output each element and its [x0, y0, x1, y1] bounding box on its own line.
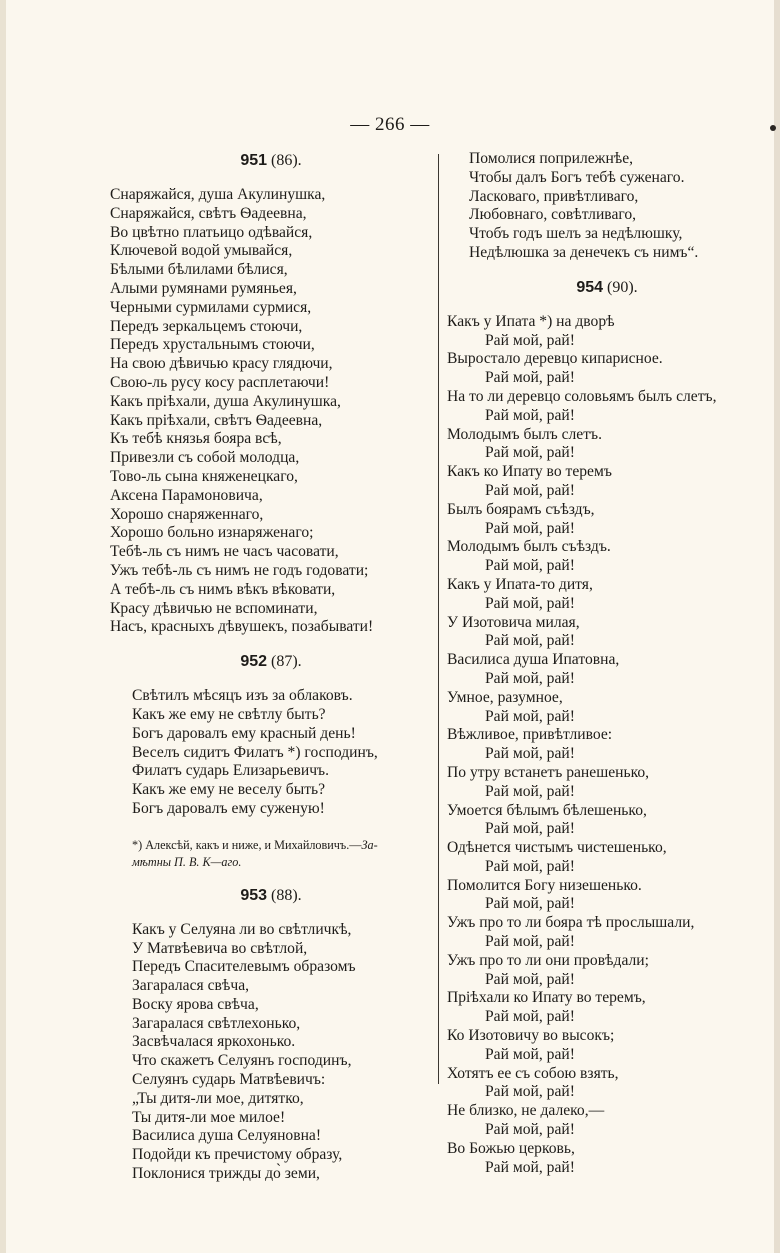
verse-line: Поклонися трижды до̀ земи,	[132, 1165, 320, 1183]
refrain-line: Рай мой, рай!	[485, 857, 575, 875]
refrain-line: Рай мой, рай!	[485, 1008, 575, 1026]
refrain-line: Рай мой, рай!	[485, 895, 575, 913]
verse-954	[447, 313, 767, 1178]
verse-line: У Изотовича милая,	[447, 613, 580, 631]
verse-line: Молодымъ былъ слетъ.	[447, 425, 602, 443]
section-number: 952	[240, 653, 268, 671]
section-number: 954	[576, 278, 604, 296]
refrain-line: Рай мой, рай!	[485, 632, 575, 650]
verse-line: Ты дитя-ли мое милое!	[132, 1108, 286, 1126]
verse-line: Снаряжайся, свѣтъ Ѳадеевна,	[110, 204, 307, 222]
verse-line: „Ты дитя-ли мое, дитятко,	[132, 1089, 304, 1107]
verse-line: Свою-ль русу косу расплетаючи!	[110, 373, 330, 391]
refrain-line: Рай мой, рай!	[485, 1121, 575, 1139]
verse-line: Передъ хрустальнымъ стоючи,	[110, 336, 315, 354]
verse-line: Насъ, красныхъ дѣвушекъ, позабывати!	[110, 618, 374, 636]
refrain-line: Рай мой, рай!	[485, 331, 575, 349]
section-number: 953	[240, 886, 268, 904]
verse-line: Загаралася свѣтлехонько,	[132, 1014, 301, 1032]
verse-line: Хорошо больно изнаряженаго;	[110, 524, 314, 542]
verse-line: Красу дѣвичью не вспоминати,	[110, 599, 318, 617]
verse-line: Василиса душа Селуяновна!	[132, 1127, 322, 1145]
verse-line: Какъ у Ипата *) на дворѣ	[447, 312, 615, 330]
verse-line: Вѣжливое, привѣтливое:	[447, 726, 613, 744]
verse-line: Былъ боярамъ съѣздъ,	[447, 500, 595, 518]
verse-line: Ужъ про то ли они провѣдали;	[447, 951, 649, 969]
verse-line: Бѣлыми бѣлилами бѣлися,	[110, 261, 288, 279]
verse-line: Помолися поприлежнѣе,	[469, 150, 634, 167]
verse-line: Пріѣхали ко Ипату во теремъ,	[447, 989, 646, 1007]
verse-line: Ужъ тебѣ-ль съ нимъ не годъ годовати;	[110, 561, 369, 579]
verse-953-continued	[447, 150, 767, 263]
verse-line: Тово-ль сына княженецкаго,	[110, 467, 298, 485]
footnote	[110, 837, 432, 871]
verse-line: Селуянъ сударь Матвѣевичъ:	[132, 1071, 326, 1089]
verse-line: Къ тебѣ князья бояра всѣ,	[110, 430, 282, 448]
refrain-line: Рай мой, рай!	[485, 745, 575, 763]
verse-line: Тебѣ-ль съ нимъ не часъ часовати,	[110, 543, 339, 561]
refrain-line: Рай мой, рай!	[485, 444, 575, 462]
verse-951	[110, 186, 432, 637]
refrain-line: Рай мой, рай!	[485, 594, 575, 612]
verse-line: Какъ пріѣхали, свѣтъ Ѳадеевна,	[110, 411, 323, 429]
refrain-line: Рай мой, рай!	[485, 933, 575, 951]
verse-line: Хорошо снаряженнаго,	[110, 505, 264, 523]
refrain-line: Рай мой, рай!	[485, 820, 575, 838]
verse-line: По утру встанетъ ранешенько,	[447, 763, 650, 781]
verse-line: Засвѣчалася яркохонько.	[132, 1033, 296, 1051]
refrain-line: Рай мой, рай!	[485, 481, 575, 499]
verse-line: Свѣтилъ мѣсяцъ изъ за облаковъ.	[132, 687, 353, 705]
verse-line: Какъ у Селуяна ли во свѣтличкѣ,	[132, 920, 352, 938]
verse-line: Передъ зеркальцемъ стоючи,	[110, 317, 303, 335]
verse-line: Ласковаго, привѣтливаго,	[469, 187, 639, 205]
section-ref: (90).	[607, 278, 638, 296]
refrain-line: Рай мой, рай!	[485, 707, 575, 725]
refrain-line: Рай мой, рай!	[485, 782, 575, 800]
verse-line: Умоется бѣлымъ бѣлешенько,	[447, 801, 647, 819]
footnote-ref-a: За-	[361, 837, 378, 852]
verse-line: Привезли съ собой молодца,	[110, 449, 300, 467]
verse-line: Загаралася свѣча,	[132, 977, 250, 995]
verse-line: Во Божью церковь,	[447, 1139, 575, 1157]
verse-line: Черными сурмилами сурмися,	[110, 298, 312, 316]
verse-line: Филатъ сударь Елизарьевичъ.	[132, 762, 330, 780]
page-edge-left	[0, 0, 6, 1253]
refrain-line: Рай мой, рай!	[485, 1158, 575, 1176]
refrain-line: Рай мой, рай!	[485, 519, 575, 537]
left-column	[110, 150, 432, 1184]
refrain-line: Рай мой, рай!	[485, 970, 575, 988]
verse-line: У Матвѣевича во свѣтлой,	[132, 939, 308, 957]
refrain-line: Рай мой, рай!	[485, 406, 575, 424]
section-ref: (86).	[271, 152, 302, 169]
section-number: 951	[240, 152, 268, 169]
verse-line: Одѣнется чистымъ чистешенько,	[447, 839, 667, 857]
verse-line: Чтобъ годъ шелъ за недѣлюшку,	[469, 225, 683, 243]
verse-line: На свою дѣвичью красу глядючи,	[110, 355, 333, 373]
section-heading-954	[447, 277, 767, 299]
verse-line: Во цвѣтно платьицо одѣвайся,	[110, 223, 313, 241]
verse-line: Василиса душа Ипатовна,	[447, 651, 620, 669]
verse-line: Алыми румянами румяньея,	[110, 279, 297, 297]
verse-line: Какъ пріѣхали, душа Акулинушка,	[110, 392, 341, 410]
verse-line: Чтобы далъ Богъ тебѣ суженаго.	[469, 168, 685, 186]
refrain-line: Рай мой, рай!	[485, 557, 575, 575]
verse-line: Недѣлюшка за денечекъ съ нимъ“.	[469, 243, 699, 261]
verse-line: Любовнаго, совѣтливаго,	[469, 206, 637, 224]
verse-line: Богъ даровалъ ему красный день!	[132, 724, 356, 742]
verse-line: Не близко, не далеко,—	[447, 1102, 605, 1120]
verse-952	[110, 687, 432, 819]
verse-line: Передъ Спасителевымъ образомъ	[132, 958, 356, 976]
verse-line: Ко Изотовичу во высокъ;	[447, 1027, 615, 1045]
verse-line: Какъ у Ипата-то дитя,	[447, 575, 593, 593]
refrain-line: Рай мой, рай!	[485, 1045, 575, 1063]
verse-line: Ужъ про то ли бояра тѣ прослышали,	[447, 914, 695, 932]
verse-line: Подойди къ пречистому образу,	[132, 1146, 343, 1164]
verse-line: Что скажетъ Селуянъ господинъ,	[132, 1052, 352, 1070]
verse-line: Воску ярова свѣча,	[132, 995, 259, 1013]
refrain-line: Рай мой, рай!	[485, 1083, 575, 1101]
page-edge-right	[774, 0, 780, 1253]
footnote-ref-b: мѣтны П. В. К—аго.	[132, 854, 242, 869]
verse-line: Какъ же ему не свѣтлу быть?	[132, 705, 326, 723]
verse-line: Молодымъ былъ съѣздъ.	[447, 538, 611, 556]
page-number: — 266 —	[350, 114, 430, 135]
section-ref: (88).	[271, 886, 302, 904]
section-ref: (87).	[271, 653, 302, 671]
verse-line: Ключевой водой умывайся,	[110, 242, 293, 260]
verse-line: Хотятъ ее съ собою взять,	[447, 1064, 619, 1082]
verse-line: Умное, разумное,	[447, 688, 563, 706]
footnote-text: *) Алексѣй, какъ и ниже, и Михайловичъ.—	[132, 837, 362, 852]
verse-953	[110, 921, 432, 1184]
verse-line: Выростало деревцо кипарисное.	[447, 350, 663, 368]
column-divider	[438, 154, 439, 1084]
section-heading-953	[110, 885, 432, 907]
verse-line: На то ли деревцо соловьямъ былъ слетъ,	[447, 387, 717, 405]
refrain-line: Рай мой, рай!	[485, 369, 575, 387]
verse-line: Какъ ко Ипату во теремъ	[447, 463, 612, 481]
verse-line: Аксена Парамоновича,	[110, 486, 263, 504]
verse-line: Веселъ сидитъ Филатъ *) господинъ,	[132, 743, 378, 761]
refrain-line: Рай мой, рай!	[485, 669, 575, 687]
section-heading-952	[110, 651, 432, 673]
verse-line: А тебѣ-ль съ нимъ вѣкъ вѣковати,	[110, 580, 336, 598]
verse-line: Какъ же ему не веселу быть?	[132, 781, 326, 799]
verse-line: Богъ даровалъ ему суженую!	[132, 799, 325, 817]
verse-line: Помолится Богу низешенько.	[447, 876, 642, 894]
verse-line: Снаряжайся, душа Акулинушка,	[110, 186, 326, 203]
right-column	[447, 150, 767, 1177]
section-heading-951	[110, 150, 432, 172]
